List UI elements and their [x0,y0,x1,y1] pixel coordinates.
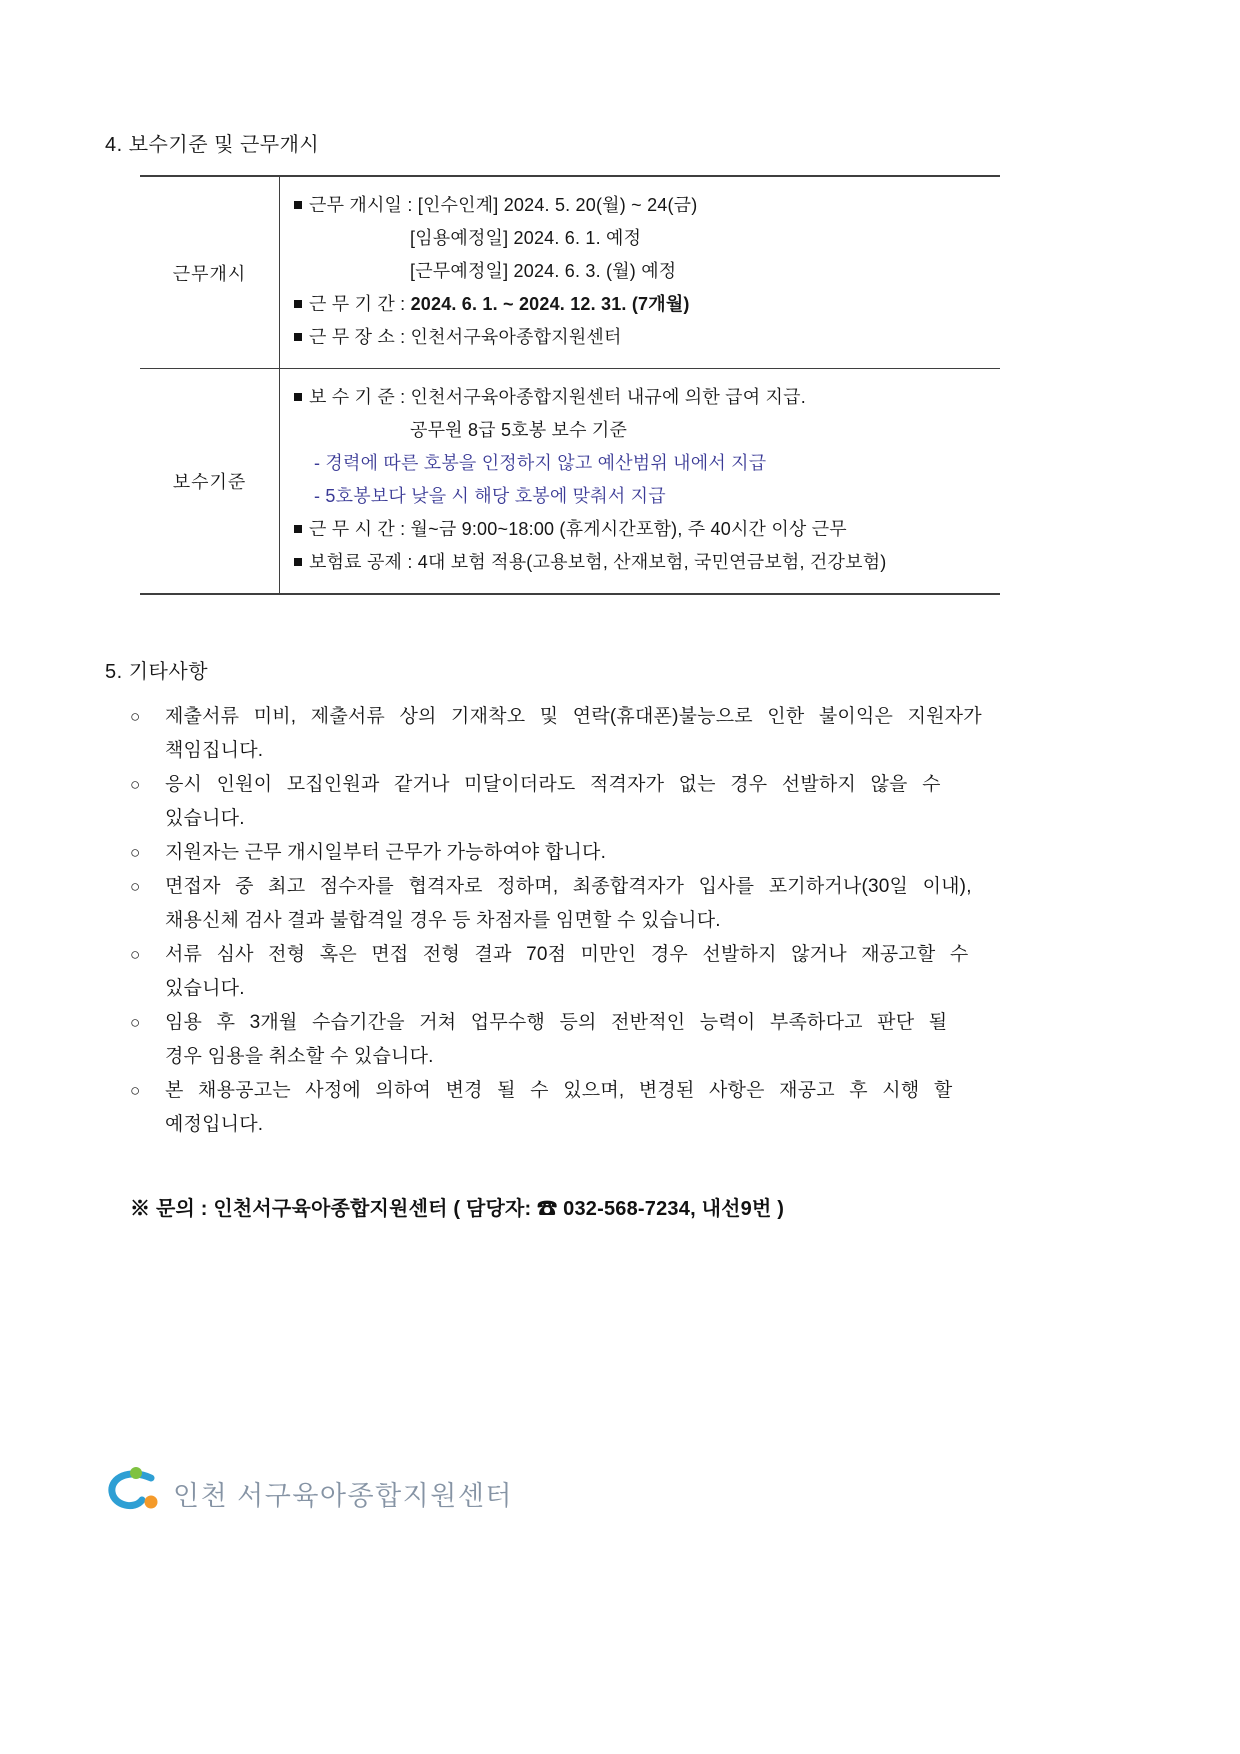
list-item [130,1074,1135,1142]
list-item-text: 면접자 중 최고 점수자를 협격자로 정하며, 최종합격자가 입사를 포기하거나(30일 이내), 채용신체 검사 결과 불합격일 경우 등 차점자를 임면할 수 있습니다. [165,876,972,931]
section4-heading: 4. 보수기준 및 근무개시 [105,134,320,156]
pay-table [140,175,1000,595]
section5 [105,655,1135,1142]
table-row-content [280,369,1001,595]
square-bullet-icon [294,558,302,566]
square-bullet-icon [294,525,302,533]
footer-logo [105,1466,513,1521]
other-items-list [105,700,1135,1142]
circle-bullet-icon: ○ [130,877,141,896]
table-line: 근 무 장 소 : 인천서구육아종합지원센터 [294,321,992,354]
list-item [130,836,1135,870]
list-item [130,870,1135,938]
contact-line: ※ 문의 : 인천서구육아종합지원센터 ( 담당자: ☎ 032-568-7234, 내선9번 ) [130,1198,785,1220]
list-item-text: 서류 심사 전형 혹은 면접 전형 결과 70점 미만인 경우 선발하지 않거나 재공고할 수 있습니다. [165,944,969,999]
circle-bullet-icon: ○ [130,843,141,862]
table-line: 근무 개시일 : [인수인계] 2024. 5. 20(월) ~ 24(금) [294,189,992,222]
pay-table-body [140,176,1000,594]
circle-bullet-icon: ○ [130,707,141,726]
table-line: 공무원 8급 5호봉 보수 기준 [410,420,628,440]
list-item-text: 임용 후 3개월 수습기간을 거쳐 업무수행 등의 전반적인 능력이 부족하다고 판단 될 경우 임용을 취소할 수 있습니다. [165,1012,948,1067]
center-logo-icon [105,1466,161,1521]
table-line: 근 무 기 간 : 2024. 6. 1. ~ 2024. 12. 31. (7개월) [294,288,992,321]
table-line: 보험료 공제 : 4대 보험 적용(고용보험, 산재보험, 국민연금보험, 건강보험) [294,546,992,579]
table-row-header: 근무개시 [140,176,280,369]
circle-bullet-icon: ○ [130,1013,141,1032]
list-item [130,768,1135,836]
list-item [130,1006,1135,1074]
table-line: 근 무 시 간 : 월~금 9:00~18:00 (휴게시간포함), 주 40시간 이상 근무 [294,513,992,546]
square-bullet-icon [294,393,302,401]
table-row [140,369,1000,595]
section5-heading: 5. 기타사항 [105,661,209,683]
square-bullet-icon [294,333,302,341]
list-item-text: 응시 인원이 모집인원과 같거나 미달이더라도 적격자가 없는 경우 선발하지 않을 수 있습니다. [165,774,941,829]
circle-bullet-icon: ○ [130,945,141,964]
table-line: [근무예정일] 2024. 6. 3. (월) 예정 [410,261,677,281]
footer-logo-text: 인천 서구육아종합지원센터 [173,1481,513,1511]
table-row-content [280,176,1001,369]
table-line: [임용예정일] 2024. 6. 1. 예정 [410,228,642,248]
table-line: - 5호봉보다 낮을 시 해당 호봉에 맞춰서 지급 [314,486,666,506]
table-row-header: 보수기준 [140,369,280,595]
list-item [130,938,1135,1006]
square-bullet-icon [294,201,302,209]
table-line: - 경력에 따른 호봉을 인정하지 않고 예산범위 내에서 지급 [314,453,767,473]
list-item-text: 본 채용공고는 사정에 의하여 변경 될 수 있으며, 변경된 사항은 재공고 후 시행 할 예정입니다. [165,1080,953,1135]
list-item-text: 지원자는 근무 개시일부터 근무가 가능하여야 합니다. [165,842,607,863]
square-bullet-icon [294,300,302,308]
circle-bullet-icon: ○ [130,1081,141,1100]
table-row [140,176,1000,369]
list-item [130,700,1135,768]
list-item-text: 제출서류 미비, 제출서류 상의 기재착오 및 연락(휴대폰)불능으로 인한 불이익은 지원자가 책임집니다. [165,706,982,761]
table-line: 보 수 기 준 : 인천서구육아종합지원센터 내규에 의한 급여 지급. [294,381,992,414]
circle-bullet-icon: ○ [130,775,141,794]
